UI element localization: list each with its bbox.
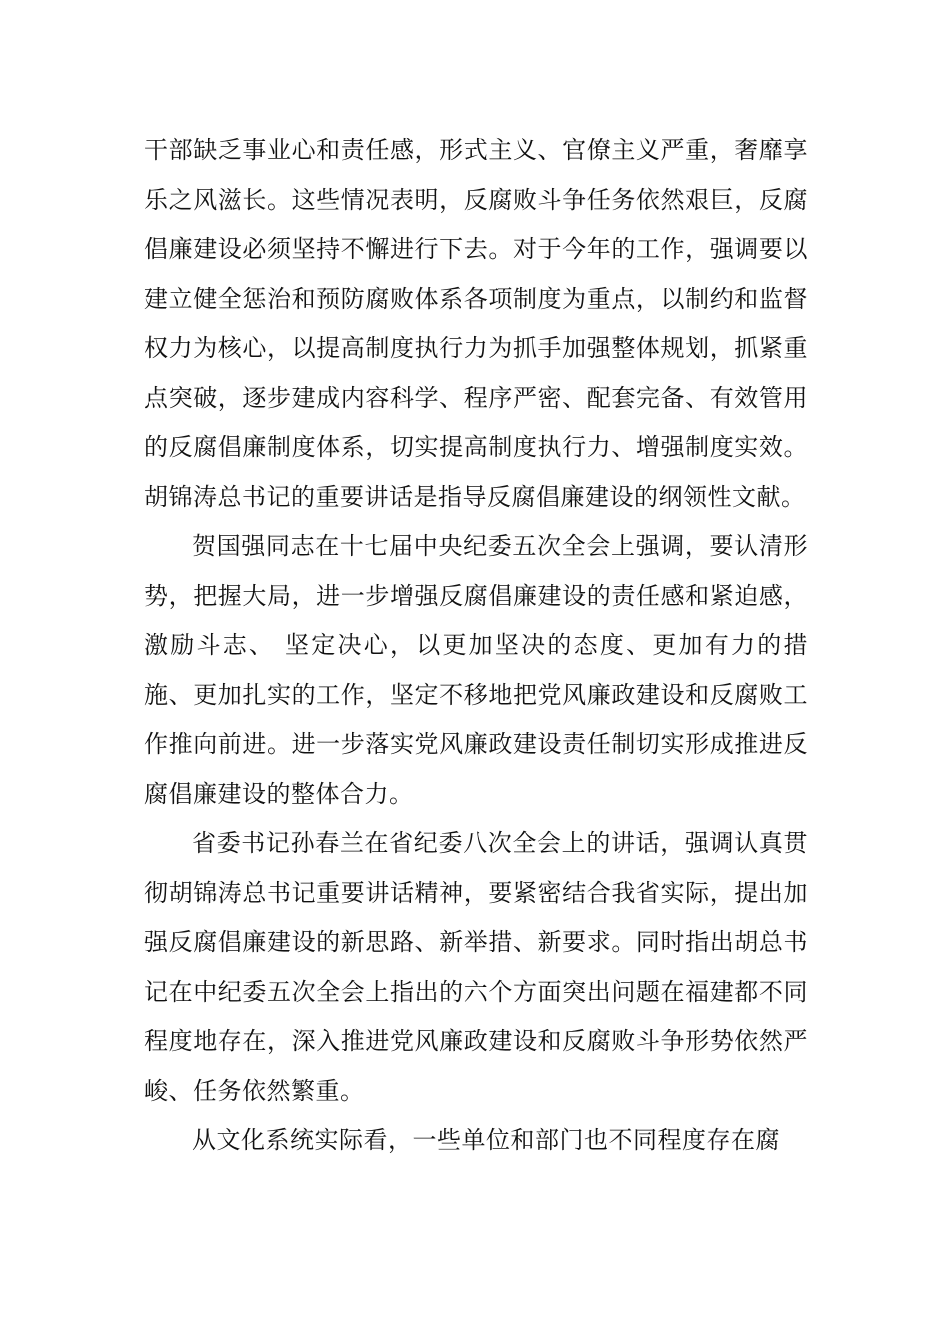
paragraph-continuation: 干部缺乏事业心和责任感，形式主义、官僚主义严重，奢靡享乐之风滋长。这些情况表明，反腐败斗争任务依然艰巨，反腐倡廉建设必须坚持不懈进行下去。对于今年的工作，强调要以建立健全惩治和预防腐败体系各项制度为重点，以制约和监督权力为核心，以提高制度执行力为抓手加强整体规划，抓紧重点突破，逐步建成内容科学、程序严密、配套完备、有效管用的反腐倡廉制度体系，切实提高制度执行力、增强制度实效。胡锦涛总书记的重要讲话是指导反腐倡廉建设的纲领性文献。 <box>144 136 808 511</box>
document-body <box>144 126 808 1166</box>
paragraph-culture-system: 从文化系统实际看，一些单位和部门也不同程度存在腐 <box>192 1126 780 1154</box>
paragraph-he-guoqiang: 贺国强同志在十七届中央纪委五次全会上强调，要认清形势，把握大局，进一步增强反腐倡廉建设的责任感和紧迫感，激励斗志、 坚定决心，以更加坚决的态度、更加有力的措施、更加扎实的工作，坚定不移地把党风廉政建设和反腐败工作推向前进。进一步落实党风廉政建设责任制切实形成推进反腐倡廉建设的整体合力。 <box>144 532 808 808</box>
paragraph-sun-chunlan: 省委书记孙春兰在省纪委八次全会上的讲话，强调认真贯彻胡锦涛总书记重要讲话精神，要紧密结合我省实际，提出加强反腐倡廉建设的新思路、新举措、新要求。同时指出胡总书记在中纪委五次全会上指出的六个方面突出问题在福建都不同程度地存在，深入推进党风廉政建设和反腐败斗争形势依然严峻、任务依然繁重。 <box>144 829 808 1105</box>
